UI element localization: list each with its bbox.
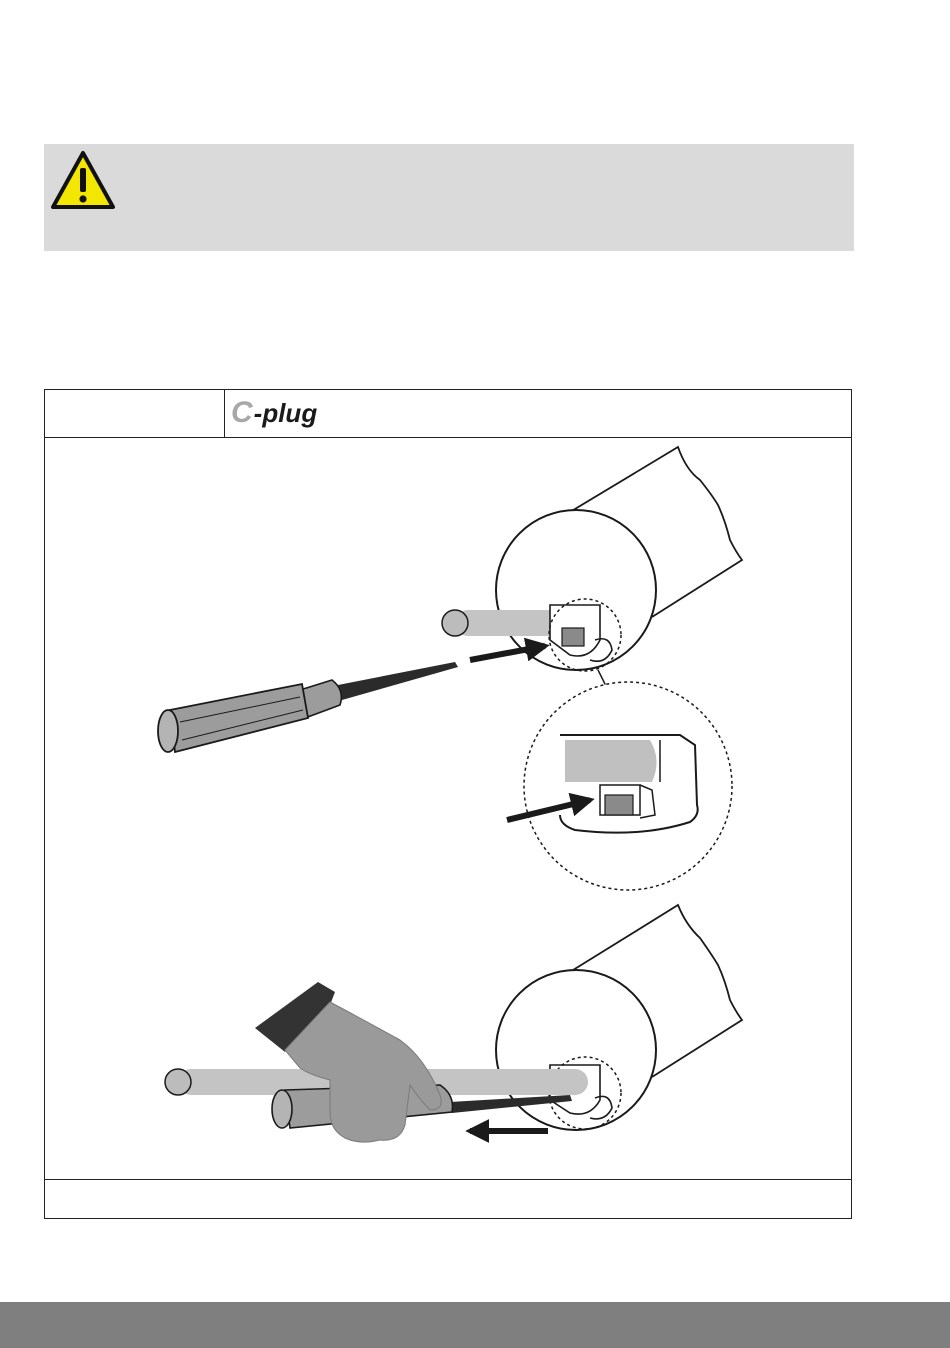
hand-pull-rod-icon [165, 905, 742, 1142]
screwdriver-icon [158, 662, 458, 752]
screwdriver-release-icon [158, 447, 742, 890]
detail-zoom-icon [507, 682, 732, 890]
c-plug-logo-text: -plug [253, 398, 318, 428]
c-plug-logo-mark: C [231, 396, 253, 429]
footer-bar [0, 1302, 950, 1348]
